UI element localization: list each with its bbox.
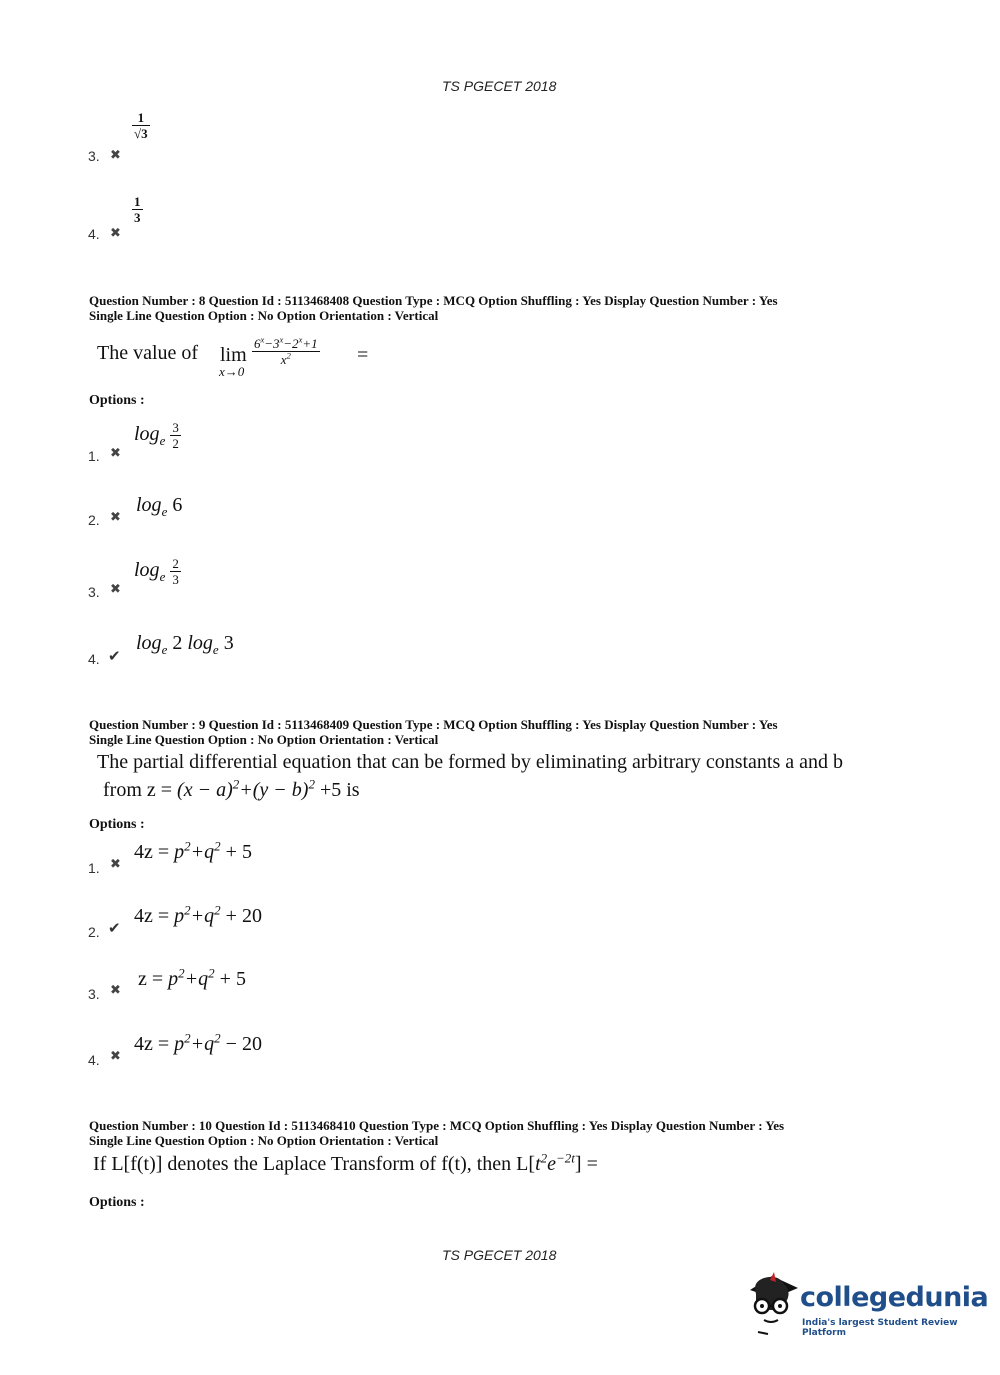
denominator: √3 <box>134 126 148 141</box>
q9-question-line-1: The partial differential equation that can be formed by eliminating arbitrary constants a and b <box>97 751 844 773</box>
q9-question-line-2 <box>103 776 360 802</box>
option-math: $z = p^2+q^2 + 5$ <box>138 965 246 990</box>
equals-sign: = <box>357 344 369 366</box>
fraction <box>132 110 150 141</box>
cross-icon: ✖ <box>110 982 121 997</box>
q9-option-3 <box>88 966 348 1008</box>
option-number: 2. <box>88 924 100 940</box>
option-number: 1. <box>88 860 100 876</box>
check-icon: ✔ <box>108 921 121 937</box>
q10-options-label: Options : <box>89 1195 145 1210</box>
q10-meta-line-2: Single Line Question Option : No Option Orientation : Vertical <box>89 1133 439 1148</box>
cross-icon: ✖ <box>110 581 121 596</box>
lhs: 4z <box>134 1033 153 1055</box>
rhs: + 5 <box>219 968 246 990</box>
prev-option-4 <box>88 190 288 248</box>
numerator: $6^x-3^x-2^x+1$ <box>254 334 318 351</box>
fraction <box>132 194 143 225</box>
brand-name: collegedunia <box>800 1282 989 1313</box>
cross-icon: ✖ <box>110 509 121 524</box>
option-math: $4z = p^2+q^2 + 20$ <box>134 902 262 927</box>
cross-icon: ✖ <box>110 1048 121 1063</box>
numerator: 1 <box>132 110 150 126</box>
option-number: 4. <box>88 1052 100 1068</box>
q9-option-2 <box>88 902 348 944</box>
option-number: 3. <box>88 584 100 600</box>
rhs: + 20 <box>225 905 262 927</box>
q9-meta-line-2: Single Line Question Option : No Option Orientation : Vertical <box>89 732 439 747</box>
cross-icon: ✖ <box>110 147 121 162</box>
option-math: $4z = p^2+q^2 - 20$ <box>134 1030 262 1055</box>
q8-meta-line-2: Single Line Question Option : No Option Orientation : Vertical <box>89 308 439 323</box>
q8-option-3 <box>88 552 288 602</box>
q8-question-text <box>97 332 457 382</box>
q9-option-1 <box>88 838 348 880</box>
q9-options-label: Options : <box>89 817 145 832</box>
option-math: $4z = p^2+q^2 + 5$ <box>134 838 252 863</box>
limit-subscript: x→0 <box>219 364 245 379</box>
option-number: 2. <box>88 512 100 528</box>
q9-meta-line-1: Question Number : 9 Question Id : 5113468409 Question Type : MCQ Option Shuffling : Yes Display Question Number : Yes <box>89 717 778 732</box>
q9-equation: $(x - a)^2+(y - b)^2$ <box>177 776 315 801</box>
option-number: 3. <box>88 986 100 1002</box>
q8-option-1 <box>88 414 288 466</box>
q8-option-2 <box>88 490 288 530</box>
check-icon: ✔ <box>108 649 121 665</box>
page-header: TS PGECET 2018 <box>442 78 557 94</box>
q8-options-label: Options : <box>89 393 145 408</box>
q9-line2-suffix: +5 is <box>319 779 360 801</box>
option-number: 1. <box>88 448 100 464</box>
lim: lim <box>220 344 247 366</box>
lhs: 4z <box>134 905 153 927</box>
limit-fraction <box>252 336 320 367</box>
option-number: 3. <box>88 148 100 164</box>
q8-meta-line-1: Question Number : 8 Question Id : 5113468408 Question Type : MCQ Option Shuffling : Yes Display Question Number : Yes <box>89 293 778 308</box>
q9-line2-prefix: from z = <box>103 779 173 801</box>
q10-text-prefix: If L[f(t)] denotes the Laplace Transform of f(t), then L[ <box>93 1153 536 1175</box>
denominator: 3 <box>134 210 141 225</box>
lhs: z <box>138 968 147 990</box>
q10-meta-line-1: Question Number : 10 Question Id : 5113468410 Question Type : MCQ Option Shuffling : Yes Display Question Number : Yes <box>89 1118 785 1133</box>
rhs: + 5 <box>225 841 252 863</box>
q8-text: The value of <box>97 342 199 364</box>
cross-icon: ✖ <box>110 225 121 240</box>
q9-option-4 <box>88 1030 348 1072</box>
cross-icon: ✖ <box>110 856 121 871</box>
option-math: $\log_e 2$ $\log_e 3$ <box>136 632 234 657</box>
option-number: 4. <box>88 651 100 667</box>
q8-option-4 <box>88 628 348 670</box>
q10-text-suffix: ] = <box>574 1153 598 1175</box>
mascot-icon <box>742 1268 800 1338</box>
prev-option-3 <box>88 106 288 168</box>
numerator: 1 <box>134 194 141 209</box>
brand-tagline: India's largest Student Review Platform <box>802 1318 958 1338</box>
page-footer: TS PGECET 2018 <box>442 1247 557 1263</box>
q10-question-text <box>93 1150 598 1176</box>
rhs: − 20 <box>225 1033 262 1055</box>
option-math: $\log_e 6$ <box>136 494 183 519</box>
denominator: $x^2$ <box>280 350 291 367</box>
option-number: 4. <box>88 226 100 242</box>
option-math: $\log_e$ $\frac{3}{2}$ <box>134 420 179 451</box>
cross-icon: ✖ <box>110 445 121 460</box>
collegedunia-logo[interactable] <box>742 1268 989 1340</box>
lhs: 4z <box>134 841 153 863</box>
q10-expression: $t^2e^{-2t}$ <box>535 1150 575 1175</box>
option-math: $\log_e$ $\frac{2}{3}$ <box>134 556 179 587</box>
